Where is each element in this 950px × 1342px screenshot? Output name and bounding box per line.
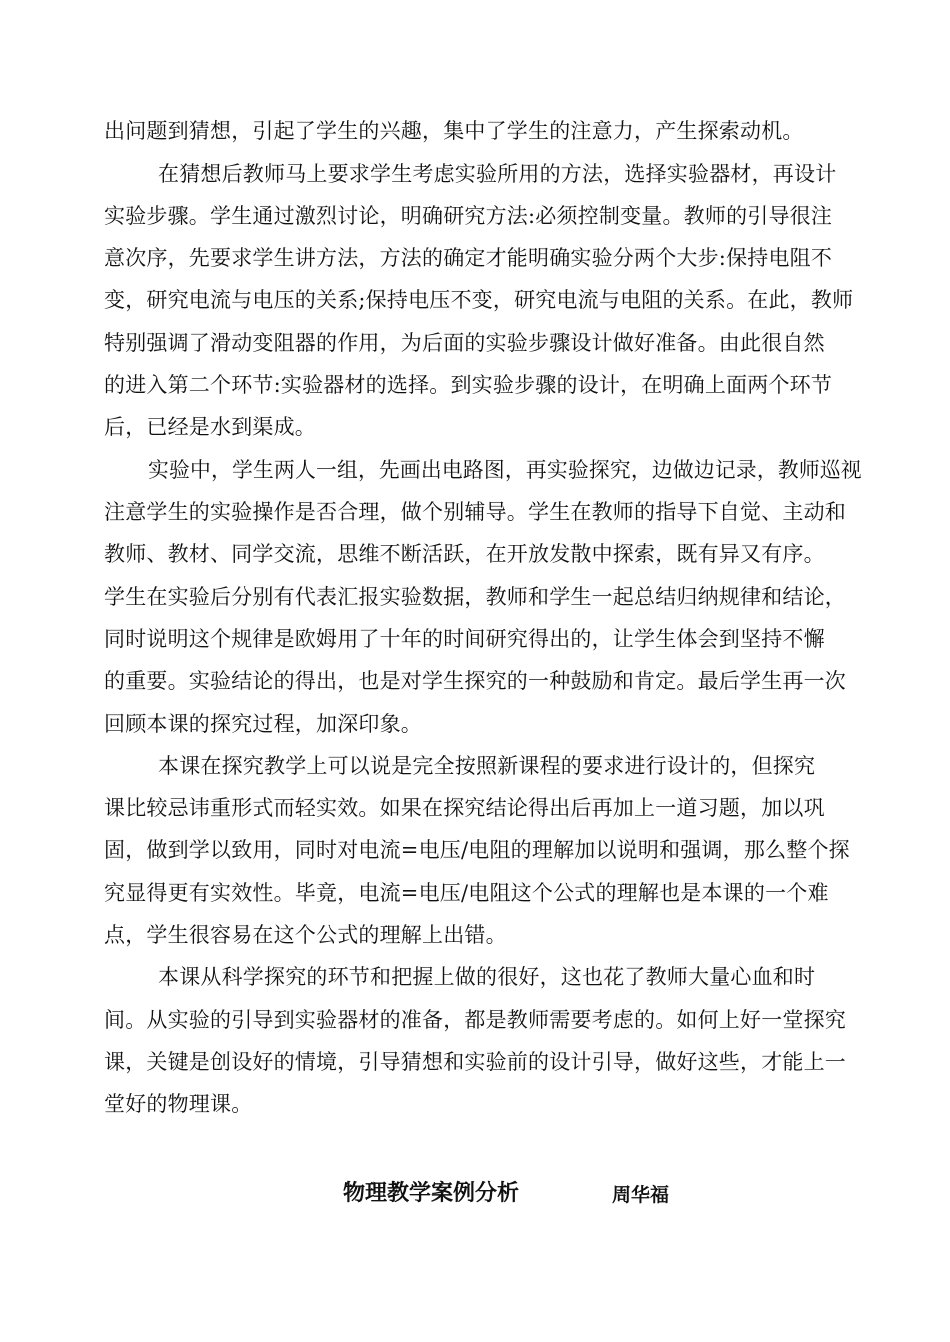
text-line-19: 究显得更有实效性。毕竟，电流=电压/电阻这个公式的理解也是本课的一个难: [104, 881, 829, 905]
text-line-9: 实验中，学生两人一组，先画出电路图，再实验探究，边做边记录，教师巡视: [148, 458, 862, 482]
text-line-22: 间。从实验的引导到实验器材的准备，都是教师需要考虑的。如何上好一堂探究: [104, 1008, 846, 1032]
text-line-7: 的进入第二个环节:实验器材的选择。到实验步骤的设计，在明确上面两个环节: [104, 373, 833, 397]
text-line-21: 本课从科学探究的环节和把握上做的很好，这也花了教师大量心血和时: [158, 965, 816, 989]
text-line-6: 特别强调了滑动变阻器的作用，为后面的实验步骤设计做好准备。由此很自然: [104, 331, 825, 355]
document-author: 周华福: [612, 1184, 670, 1206]
text-line-17: 课比较忌讳重形式而轻实效。如果在探究结论得出后再加上一道习题，加以巩: [104, 796, 825, 820]
text-line-24: 堂好的物理课。: [104, 1092, 253, 1116]
document-title: 物理教学案例分析: [343, 1181, 520, 1206]
text-line-18: 固，做到学以致用，同时对电流=电压/电阻的理解加以说明和强调，那么整个探: [104, 838, 850, 862]
text-line-3: 实验步骤。学生通过激烈讨论，明确研究方法:必须控制变量。教师的引导很注: [104, 204, 833, 228]
text-line-4: 意次序，先要求学生讲方法，方法的确定才能明确实验分两个大步:保持电阻不: [104, 246, 833, 270]
text-line-1: 出问题到猜想，引起了学生的兴趣，集中了学生的注意力，产生探索动机。: [104, 119, 804, 143]
text-line-8: 后，已经是水到渠成。: [104, 415, 316, 439]
text-line-20: 点，学生很容易在这个公式的理解上出错。: [104, 923, 507, 947]
document-heading: [0, 1177, 950, 1213]
text-line-2: 在猜想后教师马上要求学生考虑实验所用的方法，选择实验器材，再设计: [158, 162, 837, 186]
text-line-16: 本课在探究教学上可以说是完全按照新课程的要求进行设计的，但探究: [158, 754, 816, 778]
text-line-5: 变，研究电流与电压的关系;保持电压不变，研究电流与电阻的关系。在此，教师: [104, 288, 854, 312]
text-line-23: 课，关键是创设好的情境，引导猜想和实验前的设计引导，做好这些，才能上一: [104, 1050, 846, 1074]
text-line-15: 回顾本课的探究过程，加深印象。: [104, 712, 422, 736]
text-line-11: 教师、教材、同学交流，思维不断活跃，在开放发散中探索，既有异又有序。: [104, 542, 825, 566]
text-line-14: 的重要。实验结论的得出，也是对学生探究的一种鼓励和肯定。最后学生再一次: [104, 669, 846, 693]
text-line-12: 学生在实验后分别有代表汇报实验数据，教师和学生一起总结归纳规律和结论，: [104, 585, 846, 609]
text-line-13: 同时说明这个规律是欧姆用了十年的时间研究得出的，让学生体会到坚持不懈: [104, 627, 825, 651]
text-line-10: 注意学生的实验操作是否合理，做个别辅导。学生在教师的指导下自觉、主动和: [104, 500, 846, 524]
